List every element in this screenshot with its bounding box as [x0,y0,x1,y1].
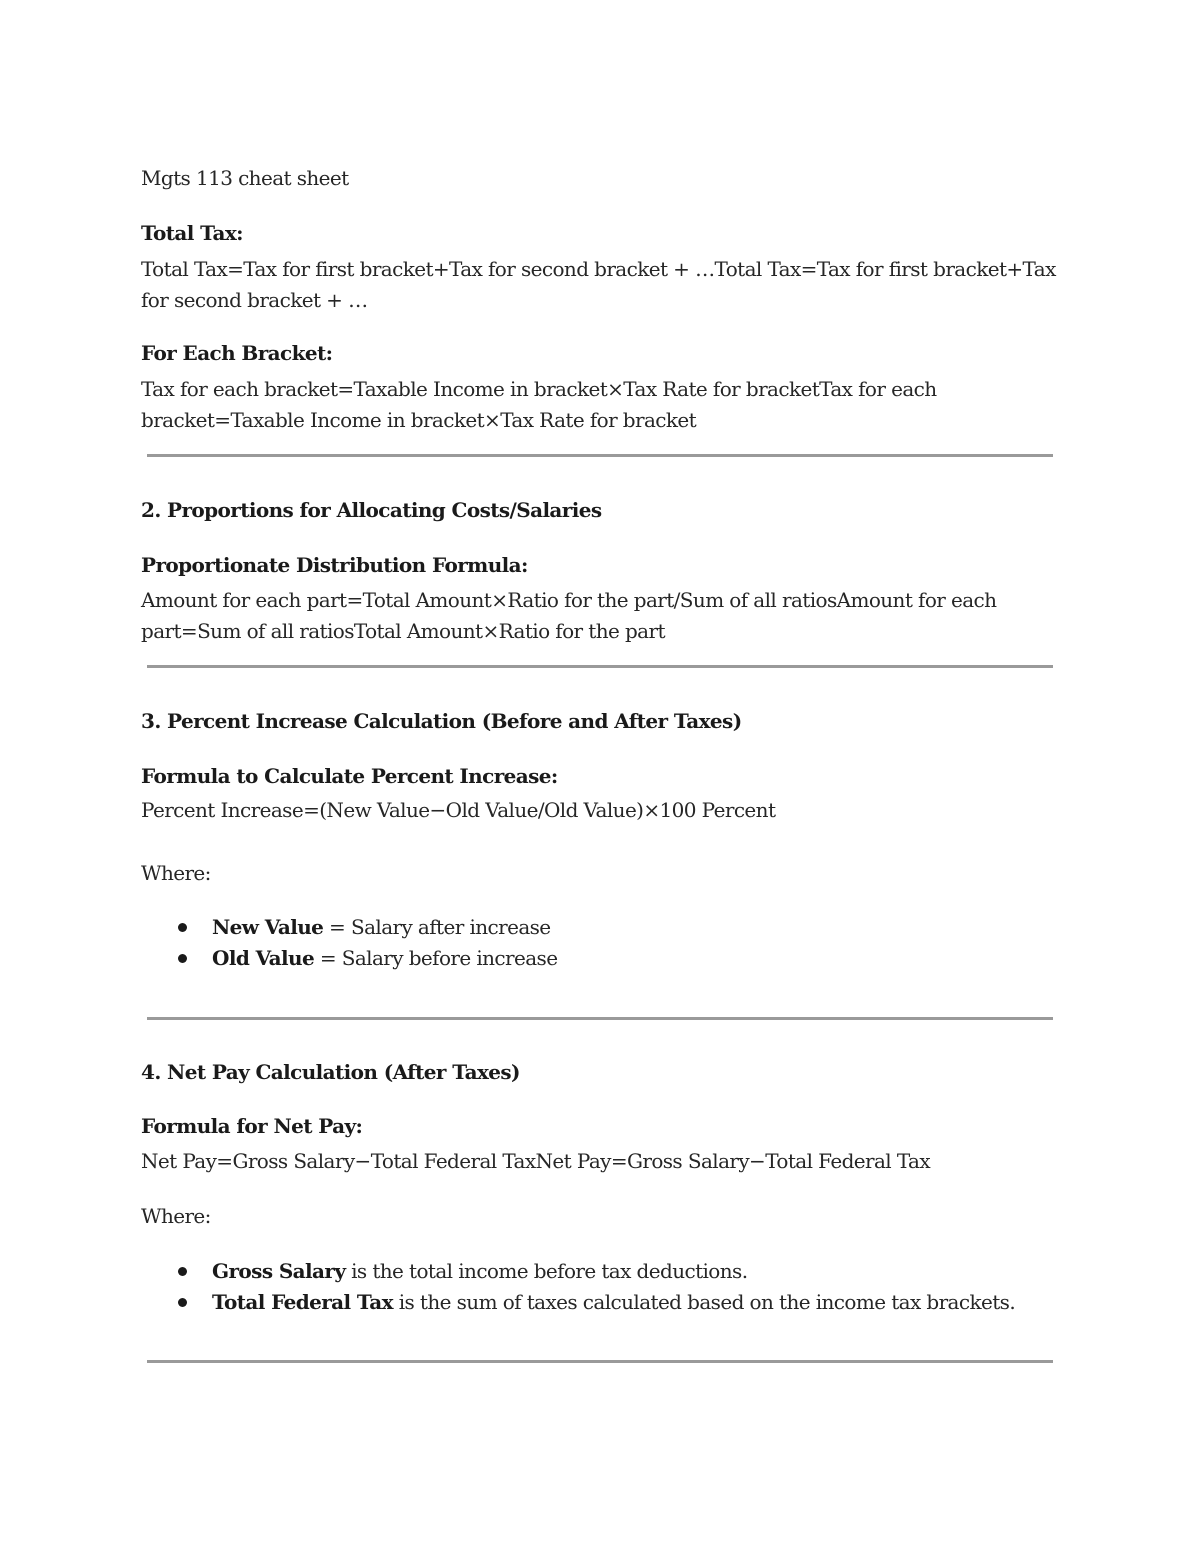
total-tax-formula-line-1: Total Tax=Tax for first bracket+Tax for second bracket + …Total Tax=Tax for first bracket+Tax [141,257,1056,281]
section-divider [147,454,1053,457]
list-item-term: Gross Salary [212,1259,346,1283]
section-divider [147,665,1053,668]
list-item-text: = Salary after increase [323,915,551,939]
where-label: Where: [141,1204,211,1228]
section-divider [147,1360,1053,1363]
percent-increase-formula-heading: Formula to Calculate Percent Increase: [141,764,558,788]
net-pay-formula: Net Pay=Gross Salary−Total Federal TaxNet Pay=Gross Salary−Total Federal Tax [141,1149,931,1173]
proportion-formula-heading: Proportionate Distribution Formula: [141,553,528,577]
section-2-heading: 2. Proportions for Allocating Costs/Salaries [141,498,602,522]
list-item-term: New Value [212,915,324,939]
list-item [212,912,551,943]
bullet-dot [178,1298,187,1307]
proportion-formula-line-1: Amount for each part=Total Amount×Ratio for the part/Sum of all ratiosAmount for each [141,588,997,612]
section-3-heading: 3. Percent Increase Calculation (Before and After Taxes) [141,709,742,733]
proportion-formula-line-2: part=Sum of all ratiosTotal Amount×Ratio for the part [141,619,665,643]
bullet-dot [178,1267,187,1276]
list-item-term: Total Federal Tax [212,1290,393,1314]
list-item [212,943,557,974]
section-4-heading: 4. Net Pay Calculation (After Taxes) [141,1060,520,1084]
list-item [212,1256,747,1287]
where-label: Where: [141,861,211,885]
each-bracket-heading: For Each Bracket: [141,341,333,365]
document-title: Mgts 113 cheat sheet [141,166,349,190]
list-item-term: Old Value [212,946,315,970]
each-bracket-formula-line-2: bracket=Taxable Income in bracket×Tax Rate for bracket [141,408,697,432]
list-item-text: is the sum of taxes calculated based on the income tax brackets. [392,1290,1016,1314]
total-tax-heading: Total Tax: [141,221,243,245]
percent-increase-formula: Percent Increase=(New Value−Old Value/Old Value)×100 Percent [141,798,776,822]
list-item [212,1287,1015,1318]
net-pay-formula-heading: Formula for Net Pay: [141,1114,363,1138]
bullet-dot [178,923,187,932]
each-bracket-formula-line-1: Tax for each bracket=Taxable Income in bracket×Tax Rate for bracketTax for each [141,377,937,401]
bullet-dot [178,954,187,963]
list-item-text: = Salary before increase [314,946,558,970]
list-item-text: is the total income before tax deductions. [345,1259,748,1283]
section-divider [147,1017,1053,1020]
total-tax-formula-line-2: for second bracket + … [141,288,368,312]
